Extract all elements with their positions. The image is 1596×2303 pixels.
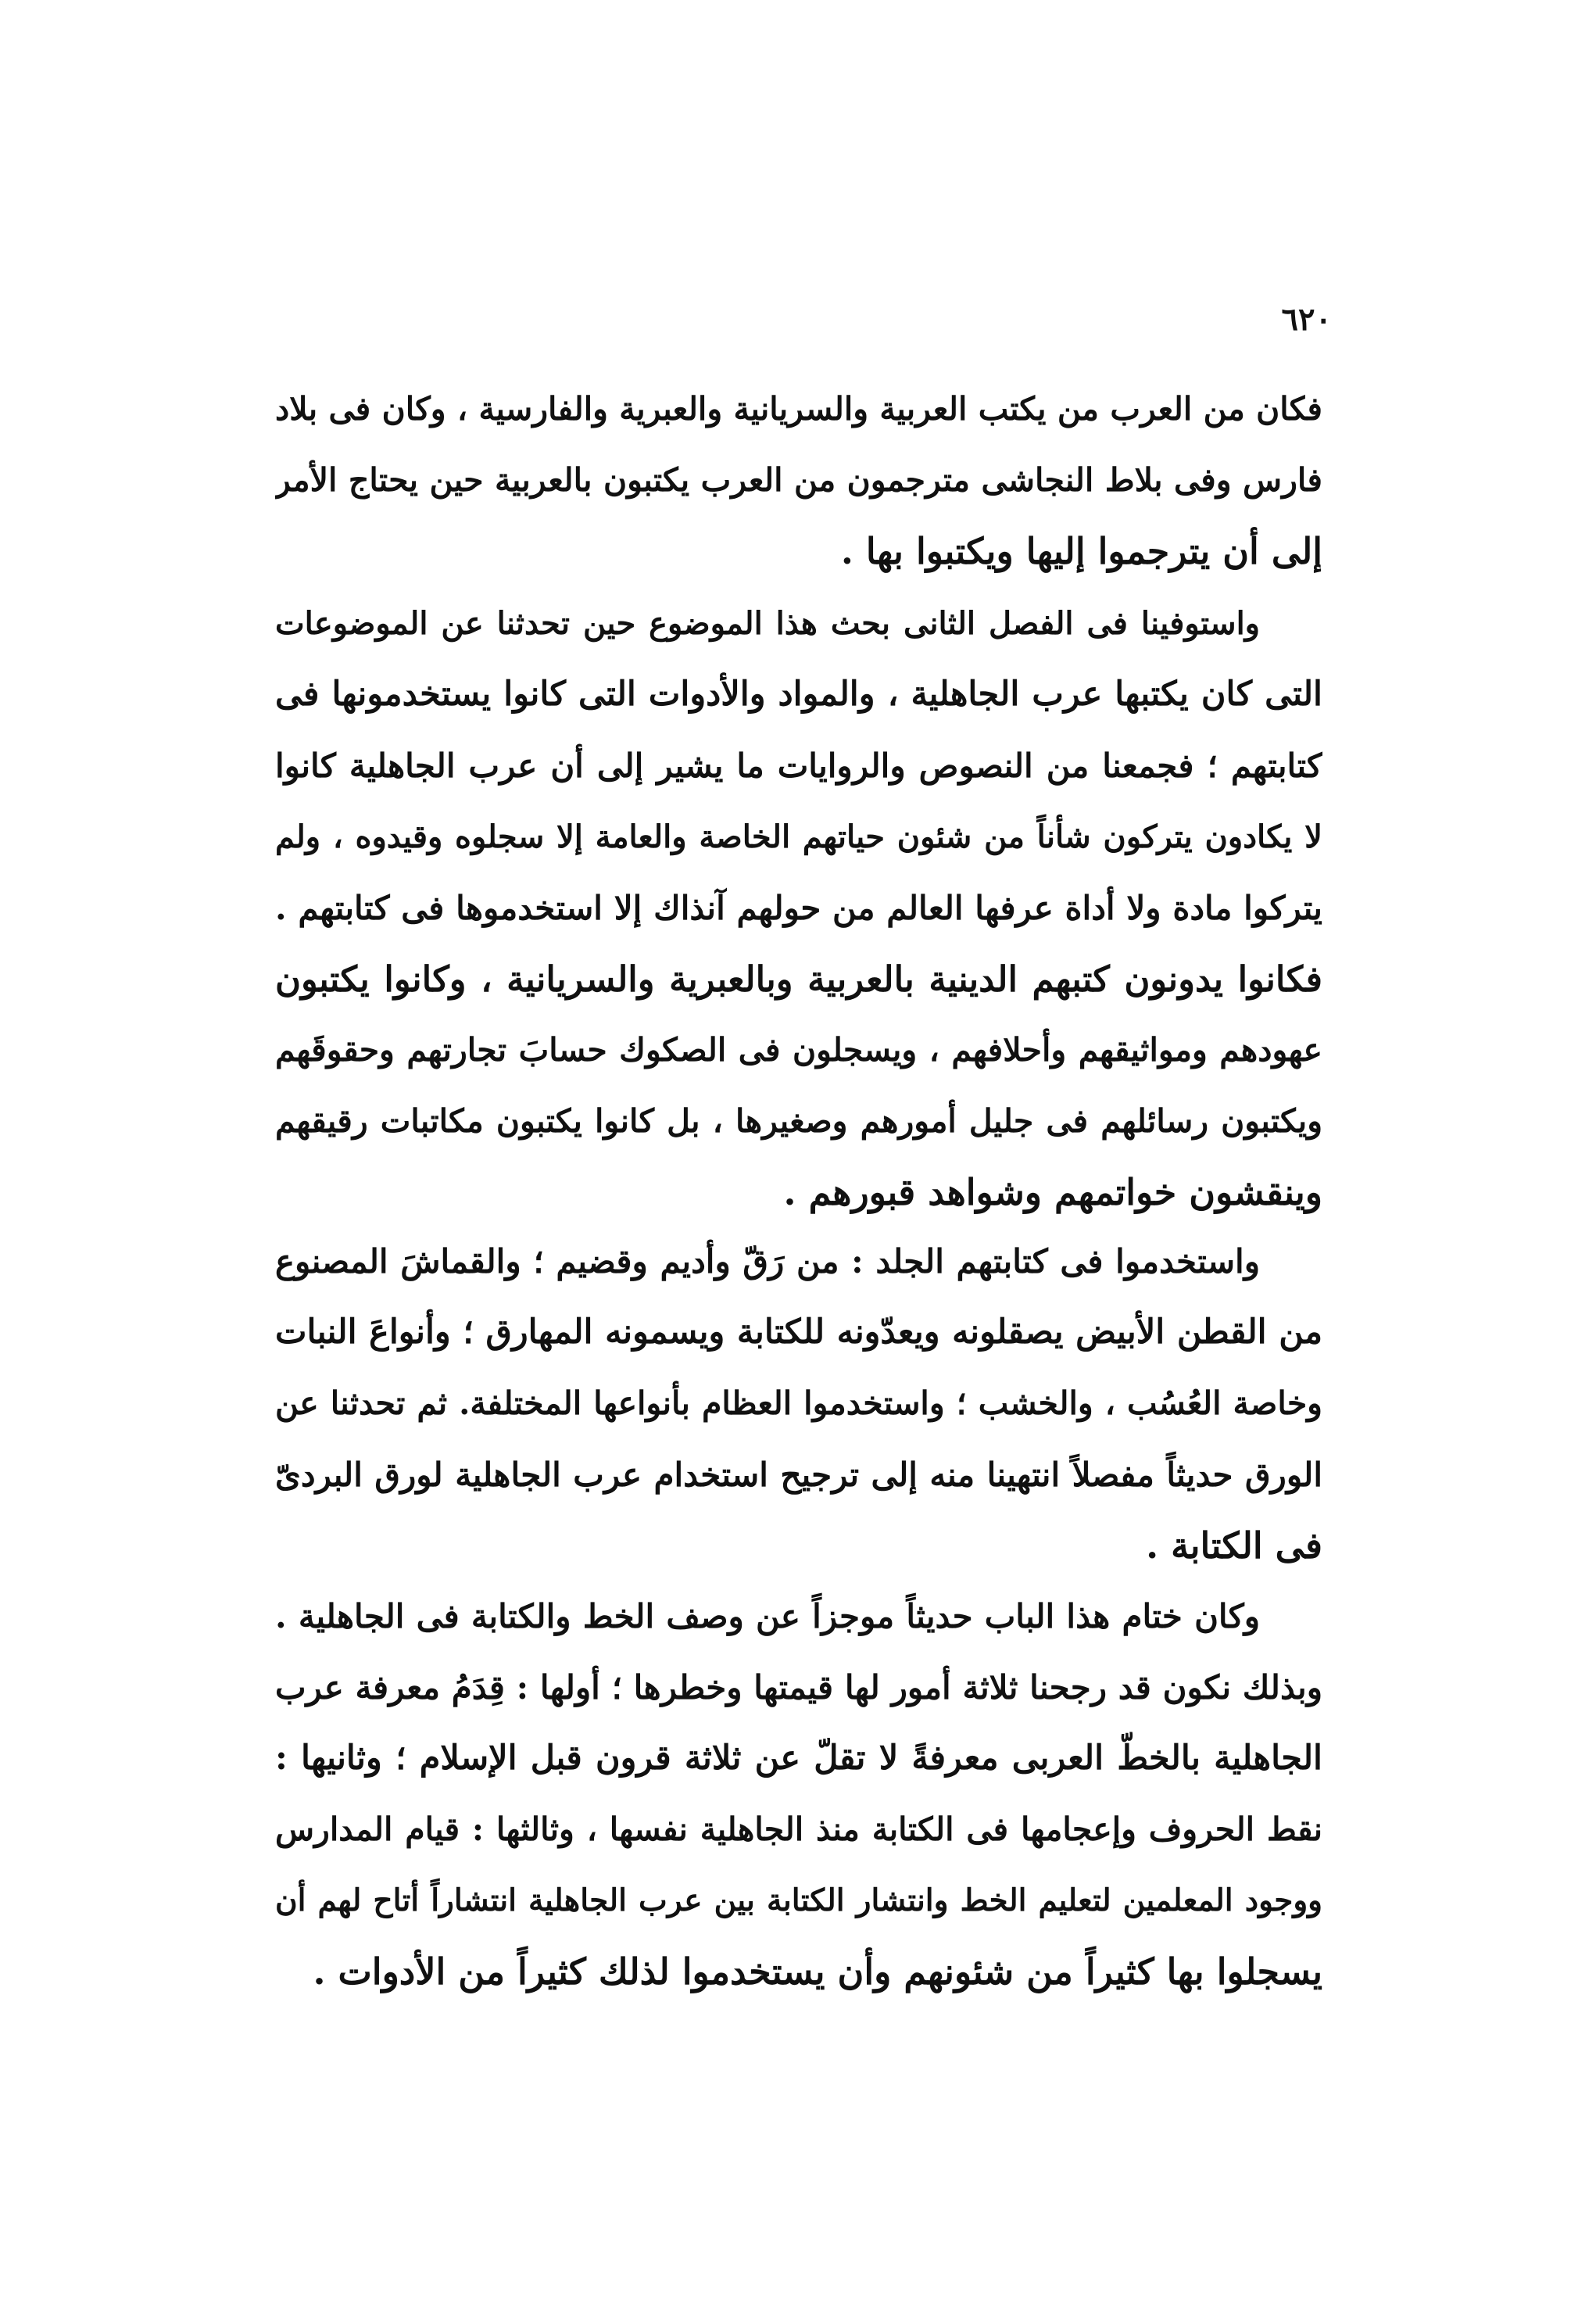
text-line: من القطن الأبيض يصقلونه ويعدّونه للكتابة ويسمونه المهارق ؛ وأنواعَ النبات — [275, 1313, 1322, 1352]
text-line: ويكتبون رسائلهم فى جليل أمورهم وصغيرها ، بل كانوا يكتبون مكاتبات رقيقهم — [275, 1102, 1322, 1140]
text-line: يتركوا مادة ولا أداة عرفها العالم من حولهم آنذاك إلا استخدموها فى كتابتهم . — [275, 889, 1322, 927]
text-line: وينقشون خواتمهم وشواهد قبورهم . — [783, 1171, 1322, 1213]
text-line: لا يكادون يتركون شأناً من شئون حياتهم الخاصة والعامة إلا سجلوه وقيدوه ، ولم — [275, 818, 1322, 855]
text-line: ووجود المعلمين لتعليم الخط وانتشار الكتابة بين عرب الجاهلية انتشاراً أتاح لهم أن — [275, 1882, 1322, 1918]
text-line: فكان من العرب من يكتب العربية والسريانية والعبرية والفارسية ، وكان فى بلاد — [275, 390, 1322, 428]
paragraph-2 — [275, 588, 1322, 1228]
text-line: فارس وفى بلاط النجاشى مترجمون من العرب يكتبون بالعربية حين يحتاج الأمر — [275, 461, 1322, 499]
text-line: واستخدموا فى كتابتهم الجلد : من رَقّ وأديم وقضيم ؛ والقماشَ المصنوع — [275, 1242, 1260, 1280]
paragraph-4 — [275, 1581, 1322, 2008]
paragraph-1 — [275, 374, 1322, 587]
text-line: إلى أن يترجموا إليها ويكتبوا بها . — [840, 530, 1322, 572]
text-line: الورق حديثاً مفصلاً انتهينا منه إلى ترجيح استخدام عرب الجاهلية لورق البردىّ — [275, 1456, 1322, 1494]
paragraph-3 — [275, 1226, 1322, 1581]
text-line: نقط الحروف وإعجامها فى الكتابة منذ الجاهلية نفسها ، وثالثها : قيام المدارس — [275, 1811, 1322, 1848]
page-number: ٦٢٠ — [1281, 301, 1332, 338]
text-line: التى كان يكتبها عرب الجاهلية ، والمواد والأدوات التى كانوا يستخدمونها فى — [275, 675, 1322, 714]
text-line: عهودهم ومواثيقهم وأحلافهم ، ويسجلون فى الصكوك حسابَ تجارتهم وحقوقَهم — [275, 1031, 1322, 1069]
text-line: يسجلوا بها كثيراً من شئونهم وأن يستخدموا لذلك كثيراً من الأدوات . — [313, 1950, 1322, 1993]
text-line: وكان ختام هذا الباب حديثاً موجزاً عن وصف الخط والكتابة فى الجاهلية . — [275, 1597, 1260, 1635]
text-line: فى الكتابة . — [1146, 1524, 1322, 1567]
text-line: وخاصة العُسُب ، والخشب ؛ واستخدموا العظام بأنواعها المختلفة. ثم تحدثنا عن — [275, 1384, 1322, 1422]
text-line: واستوفينا فى الفصل الثانى بحث هذا الموضوع حين تحدثنا عن الموضوعات — [275, 605, 1260, 642]
text-line: الجاهلية بالخطّ العربى معرفةً لا تقلّ عن ثلاثة قرون قبل الإسلام ؛ وثانيها : — [275, 1739, 1322, 1778]
text-line: كتابتهم ؛ فجمعنا من النصوص والروايات ما يشير إلى أن عرب الجاهلية كانوا — [275, 747, 1322, 785]
text-line: فكانوا يدونون كتبهم الدينية بالعربية وبالعبرية والسريانية ، وكانوا يكتبون — [275, 958, 1322, 1000]
text-line: وبذلك نكون قد رجحنا ثلاثة أمور لها قيمتها وخطرها ؛ أولها : قِدَمُ معرفة عرب — [275, 1668, 1322, 1707]
